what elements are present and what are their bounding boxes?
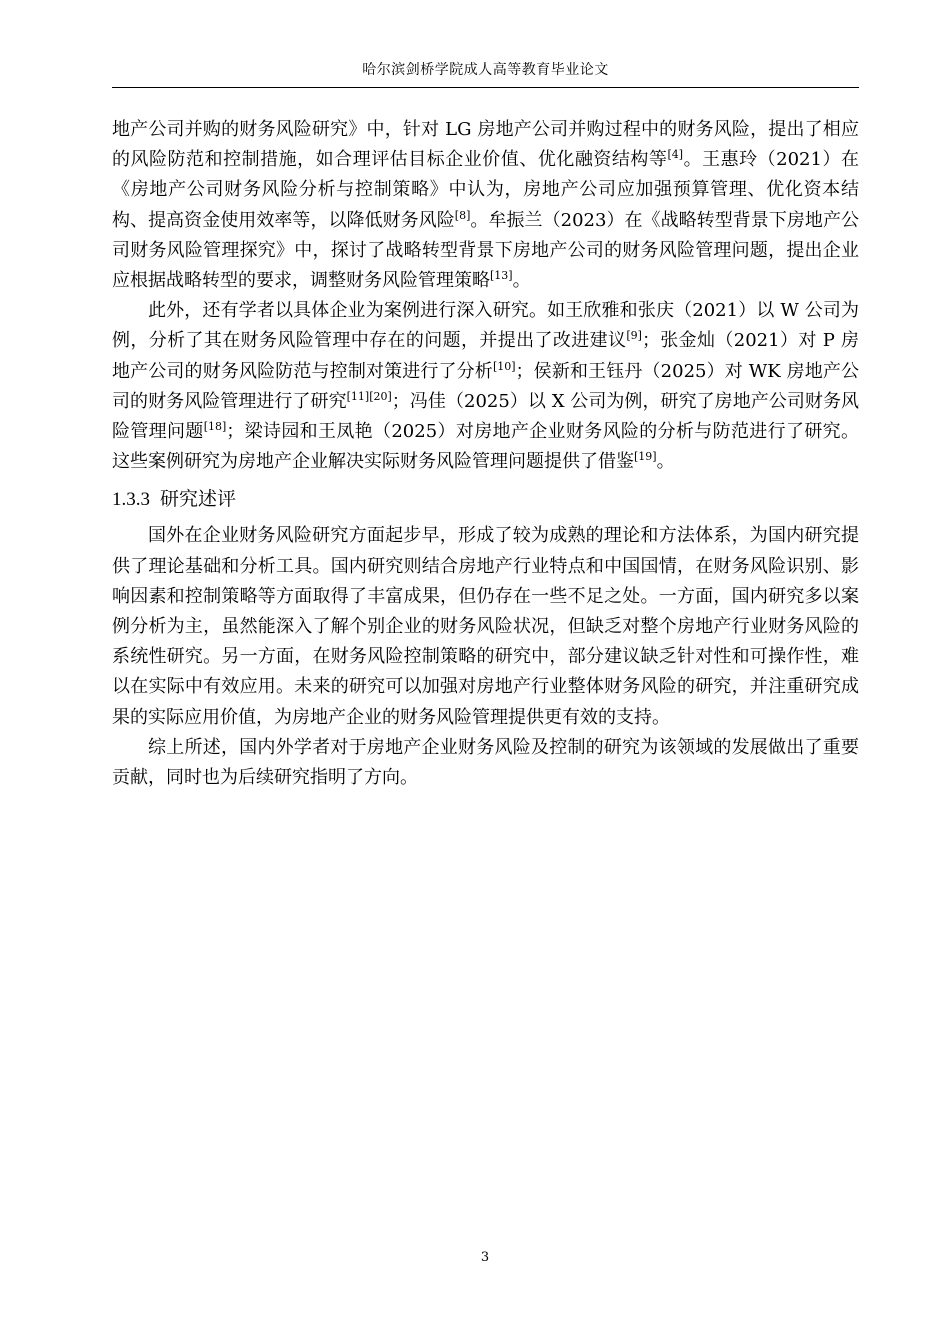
citation-ref: [18] — [203, 420, 227, 434]
paragraph-text: ；梁诗园和王凤艳（2025）对房地产企业财务风险的分析与防范进行了研究。这些案例研究为房地产企业解决实际财务风险管理问题提供了借鉴 — [112, 421, 859, 473]
section-number: 1.3.3 — [112, 489, 150, 511]
citation-ref: [9] — [626, 329, 642, 343]
citation-ref: [8] — [454, 208, 471, 222]
paragraph-literature-continued — [112, 115, 859, 296]
section-title: 研究述评 — [160, 488, 237, 511]
citation-ref: [19] — [634, 450, 657, 464]
paragraph-review: 国外在企业财务风险研究方面起步早，形成了较为成熟的理论和方法体系，为国内研究提供了理论基础和分析工具。国内研究则结合房地产行业特点和中国国情，在财务风险识别、影响因素和控制策略等方面取得了丰富成果，但仍存在一些不足之处。一方面，国内研究多以案例分析为主，虽然能深入了解个别企业的财务风险状况，但缺乏对整个房地产行业财务风险的系统性研究。另一方面，在财务风险控制策略的研究中，部分建议缺乏针对性和可操作性，难以在实际中有效应用。未来的研究可以加强对房地产行业整体财务风险的研究，并注重研究成果的实际应用价值，为房地产企业的财务风险管理提供更有效的支持。 — [112, 525, 859, 728]
paragraph-text: 。 — [512, 270, 531, 292]
page-number: 3 — [480, 1250, 490, 1265]
paragraph-text: 此外，还有学者以具体企业为案例进行深入研究。如王欣雅和张庆（2021）以 W 公司为例，分析了其在财务风险管理中存在的问题，并提出了改进建议 — [112, 300, 859, 352]
paragraph-text: 。 — [656, 451, 675, 473]
paragraph-text: ；侯新和王钰丹（2025）对 WK 房地产公司的财务风险管理进行了研究 — [112, 360, 859, 412]
document-body — [112, 115, 859, 793]
section-heading — [112, 477, 859, 521]
citation-ref: [10] — [492, 359, 516, 373]
citation-ref: [4] — [667, 148, 684, 162]
paragraph-text: 地产公司并购的财务风险研究》中，针对 LG 房地产公司并购过程中的财务风险，提出了相应的风险防范和控制措施，如合理评估目标企业价值、优化融资结构等 — [112, 119, 859, 171]
paragraph-summary: 综上所述，国内外学者对于房地产企业财务风险及控制的研究为该领域的发展做出了重要贡献，同时也为后续研究指明了方向。 — [112, 736, 859, 789]
paragraph-text: ；冯佳（2025）以 X 公司为例，研究了房地产公司财务风险管理问题 — [112, 390, 859, 443]
paragraph-text: 。牟振兰（2023）在《战略转型背景下房地产公司财务风险管理探究》中，探讨了战略转型背景下房地产公司的财务风险管理问题，提出企业应根据战略转型的要求，调整财务风险管理策略 — [112, 209, 859, 292]
running-header: 哈尔滨剑桥学院成人高等教育毕业论文 — [362, 62, 609, 78]
paragraph-case-studies — [112, 296, 859, 477]
paragraph-text: 。王惠玲（2021）在《房地产公司财务风险分析与控制策略》中认为，房地产公司应加强预算管理、优化资本结构、提高资金使用效率等，以降低财务风险 — [112, 149, 859, 231]
paragraph-text: ；张金灿（2021）对 P 房地产公司的财务风险防范与控制对策进行了分析 — [112, 330, 859, 382]
header-divider — [112, 87, 859, 88]
citation-ref: [13] — [490, 269, 513, 283]
citation-ref: [11][20] — [346, 389, 392, 403]
